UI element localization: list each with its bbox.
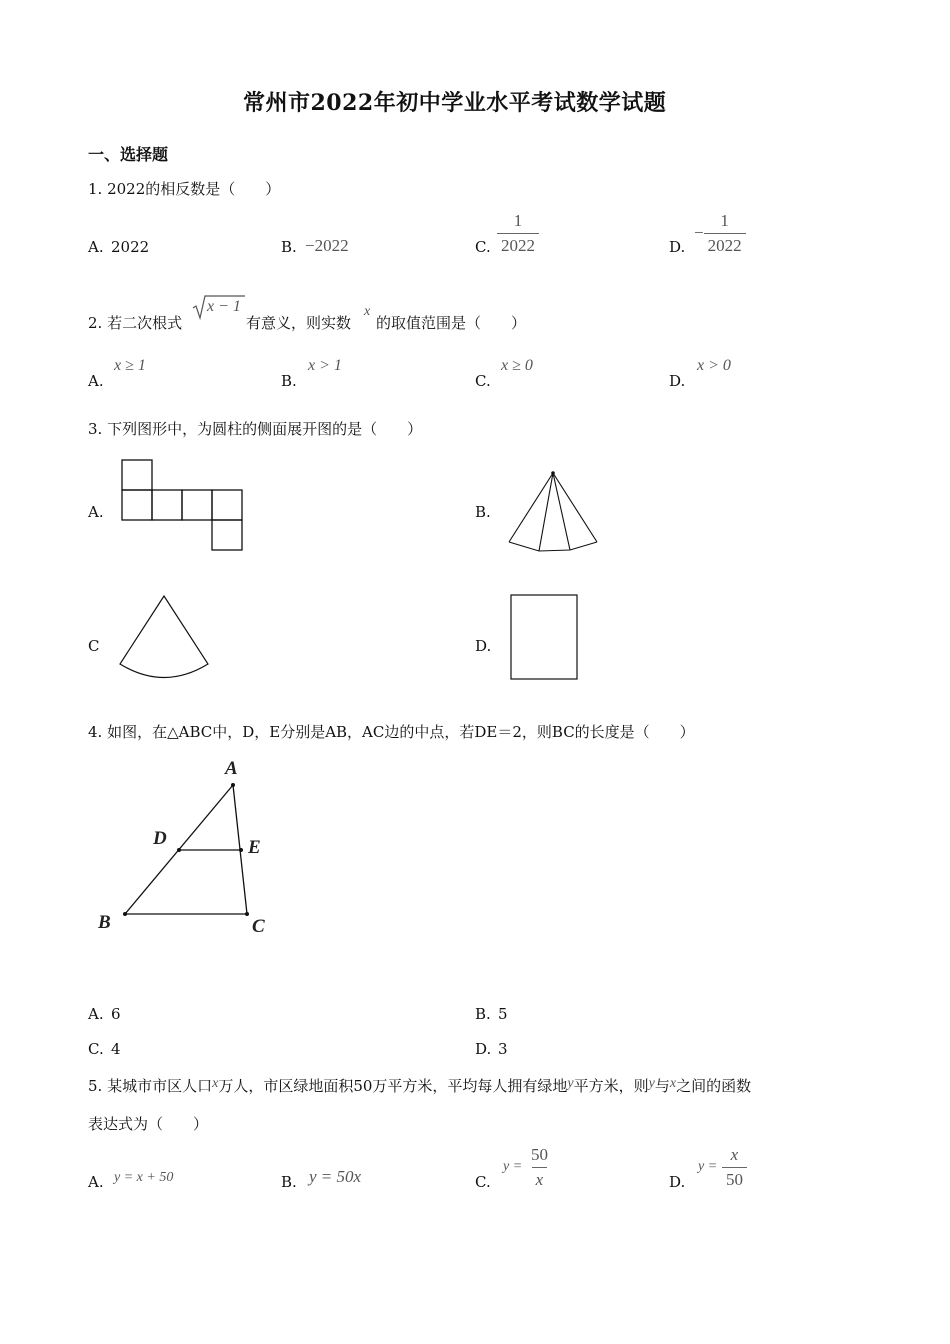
q3-option-c-label[interactable]: C — [88, 637, 100, 655]
q5-option-d-label[interactable]: D. — [669, 1173, 686, 1191]
q5-c-numerator: 50 — [530, 1145, 548, 1164]
pyramid-figure — [508, 470, 600, 552]
q5-var-y2: y — [648, 1076, 655, 1091]
question-3-stem: 3. 下列图形中，为圆柱的侧面展开图的是（ ） — [88, 420, 423, 438]
q1-option-b-text: −2022 — [305, 236, 349, 255]
rectangle-figure — [510, 594, 578, 680]
q4-option-b-label[interactable]: B. — [475, 1005, 491, 1023]
section-heading: 一、选择题 — [88, 145, 169, 164]
q2-option-c-label[interactable]: C. — [475, 372, 491, 390]
q5-stem-mid: 万人，市区绿地面积50万平方米，平均每人拥有绿地 — [218, 1077, 568, 1095]
triangle-figure — [90, 755, 290, 945]
q5-d-numerator: x — [730, 1145, 739, 1164]
q5-d-lhs: y = — [698, 1159, 718, 1175]
q1-option-d-fraction — [694, 211, 746, 255]
q2-option-a-text: x ≥ 1 — [114, 357, 146, 374]
q2-var: x — [364, 304, 371, 319]
q3-option-b-label[interactable]: B. — [475, 503, 491, 521]
q4-option-c-text: 4 — [111, 1040, 121, 1058]
q5-c-denominator: x — [532, 1167, 548, 1190]
vertex-label-a: A — [225, 758, 238, 779]
q2-radicand: x − 1 — [207, 298, 241, 315]
q1-d-numerator: 1 — [720, 211, 729, 230]
q5-option-a-text: y = x + 50 — [114, 1170, 174, 1185]
vertex-label-d: D — [153, 828, 167, 849]
q2-option-d-text: x > 0 — [697, 357, 731, 374]
q1-d-sign: − — [694, 223, 704, 243]
q1-d-denominator: 2022 — [704, 233, 746, 256]
vertex-label-e: E — [248, 837, 261, 858]
q2-option-d-label[interactable]: D. — [669, 372, 686, 390]
q5-option-b-text: y = 50x — [309, 1167, 362, 1186]
q5-option-d-expr — [698, 1145, 747, 1189]
q3-option-d-label[interactable]: D. — [475, 637, 492, 655]
question-1-stem: 1. 2022的相反数是（ ） — [88, 180, 281, 198]
question-2-stem-pre: 2. 若二次根式 — [88, 314, 183, 332]
q4-option-a-text: 6 — [111, 1005, 121, 1023]
q2-option-a-label[interactable]: A. — [88, 372, 104, 390]
q4-option-d-text: 3 — [498, 1040, 508, 1058]
vertex-label-b: B — [98, 912, 111, 933]
q1-option-d-label[interactable]: D. — [669, 238, 686, 256]
question-4-stem: 4. 如图，在△ABC中，D，E分别是AB，AC边的中点，若DE＝2，则BC的长度是（ ） — [88, 723, 695, 741]
q1-option-c-label[interactable]: C. — [475, 238, 491, 256]
q1-option-a-label[interactable]: A. — [88, 238, 104, 256]
q2-option-b-label[interactable]: B. — [281, 372, 297, 390]
sector-figure — [119, 595, 211, 681]
q5-d-denominator: 50 — [722, 1167, 747, 1190]
q5-stem-mid3: 与 — [654, 1077, 670, 1095]
q5-stem-pre: 5. 某城市市区人口 — [88, 1077, 213, 1095]
q5-var-x: x — [212, 1076, 219, 1091]
question-5-stem-line1 — [88, 1075, 751, 1096]
q5-option-c-expr — [503, 1145, 552, 1189]
q4-option-c-label[interactable]: C. — [88, 1040, 104, 1058]
q5-option-b-label[interactable]: B. — [281, 1173, 297, 1191]
q5-stem-post: 之间的函数 — [676, 1077, 752, 1095]
question-2-stem-post: 的取值范围是（ ） — [376, 314, 527, 332]
q4-option-a-label[interactable]: A. — [88, 1005, 104, 1023]
q4-option-d-label[interactable]: D. — [475, 1040, 492, 1058]
question-5-stem-line2: 表达式为（ ） — [88, 1115, 209, 1133]
q2-option-b-text: x > 1 — [308, 357, 342, 374]
q5-stem-mid2: 平方米，则 — [573, 1077, 649, 1095]
cube-net-figure — [121, 459, 246, 551]
q5-option-a-label[interactable]: A. — [88, 1173, 104, 1191]
q4-option-b-text: 5 — [498, 1005, 508, 1023]
q1-option-b-label[interactable]: B. — [281, 238, 297, 256]
q1-c-numerator: 1 — [513, 211, 523, 230]
q5-c-lhs: y = — [503, 1159, 523, 1175]
q3-option-a-label[interactable]: A. — [88, 503, 104, 521]
page-title: 常州市2022年初中学业水平考试数学试题 — [243, 90, 667, 116]
q1-c-denominator: 2022 — [497, 233, 539, 256]
q1-option-c-fraction — [497, 211, 539, 255]
q5-var-y: y — [567, 1076, 574, 1091]
q1-option-a-text: 2022 — [111, 238, 150, 256]
q5-option-c-label[interactable]: C. — [475, 1173, 491, 1191]
q2-option-c-text: x ≥ 0 — [501, 357, 533, 374]
vertex-label-c: C — [252, 916, 265, 937]
question-2-stem-mid: 有意义，则实数 — [246, 314, 352, 332]
q5-var-x2: x — [669, 1076, 677, 1091]
